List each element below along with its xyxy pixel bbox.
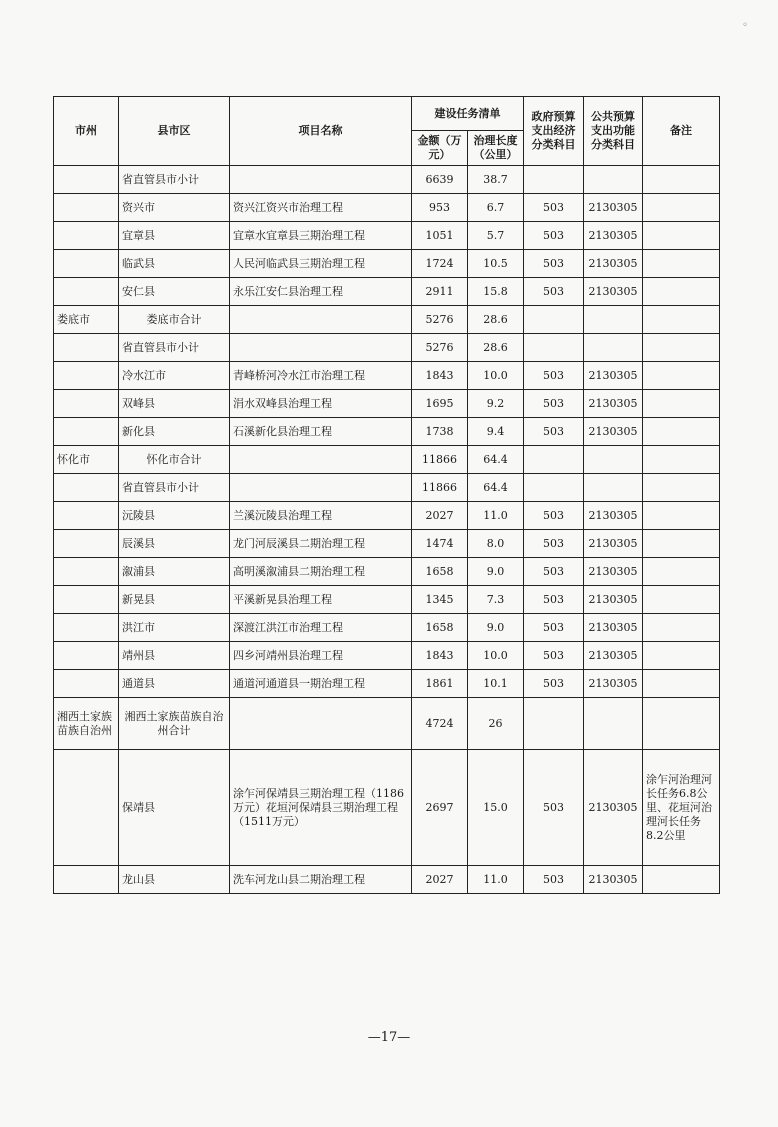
- table-row: [54, 474, 720, 502]
- cell-city: [54, 278, 119, 306]
- cell-county: 龙山县: [119, 866, 230, 894]
- cell-length: 10.0: [468, 362, 524, 390]
- cell-length: 9.2: [468, 390, 524, 418]
- cell-county: 新晃县: [119, 586, 230, 614]
- cell-city: 娄底市: [54, 306, 119, 334]
- cell-remark: [643, 698, 720, 750]
- header-city: 市州: [54, 97, 119, 166]
- cell-amount: 1861: [412, 670, 468, 698]
- cell-county: 安仁县: [119, 278, 230, 306]
- cell-pub: [584, 334, 643, 362]
- cell-gov: 503: [524, 222, 584, 250]
- cell-county: 怀化市合计: [119, 446, 230, 474]
- cell-amount: 1843: [412, 362, 468, 390]
- cell-gov: 503: [524, 278, 584, 306]
- cell-city: [54, 558, 119, 586]
- cell-remark: [643, 278, 720, 306]
- cell-county: 临武县: [119, 250, 230, 278]
- cell-city: 怀化市: [54, 446, 119, 474]
- table-row: [54, 222, 720, 250]
- cell-project: 高明溪溆浦县二期治理工程: [230, 558, 412, 586]
- cell-project: 洗车河龙山县二期治理工程: [230, 866, 412, 894]
- cell-project: [230, 306, 412, 334]
- cell-length: 10.0: [468, 642, 524, 670]
- page-number: —17—: [367, 1030, 411, 1045]
- cell-pub: 2130305: [584, 418, 643, 446]
- cell-county: 靖州县: [119, 642, 230, 670]
- cell-pub: 2130305: [584, 866, 643, 894]
- cell-pub: 2130305: [584, 390, 643, 418]
- cell-city: [54, 586, 119, 614]
- cell-county: 保靖县: [119, 750, 230, 866]
- cell-length: 9.0: [468, 558, 524, 586]
- cell-county: 新化县: [119, 418, 230, 446]
- cell-amount: 11866: [412, 446, 468, 474]
- cell-length: 28.6: [468, 306, 524, 334]
- cell-pub: 2130305: [584, 194, 643, 222]
- cell-county: 通道县: [119, 670, 230, 698]
- cell-project: 深渡江洪江市治理工程: [230, 614, 412, 642]
- table-row: [54, 446, 720, 474]
- cell-city: [54, 530, 119, 558]
- cell-city: [54, 866, 119, 894]
- cell-length: 26: [468, 698, 524, 750]
- cell-length: 10.1: [468, 670, 524, 698]
- cell-county: 辰溪县: [119, 530, 230, 558]
- table-row: [54, 866, 720, 894]
- cell-length: 64.4: [468, 446, 524, 474]
- cell-project: [230, 446, 412, 474]
- cell-remark: [643, 306, 720, 334]
- cell-pub: [584, 474, 643, 502]
- cell-amount: 1345: [412, 586, 468, 614]
- cell-length: 38.7: [468, 166, 524, 194]
- cell-project: 通道河通道县一期治理工程: [230, 670, 412, 698]
- cell-remark: [643, 362, 720, 390]
- cell-city: [54, 418, 119, 446]
- cell-gov: 503: [524, 750, 584, 866]
- cell-amount: 2027: [412, 866, 468, 894]
- cell-length: 11.0: [468, 502, 524, 530]
- cell-county: 宜章县: [119, 222, 230, 250]
- cell-remark: [643, 866, 720, 894]
- cell-amount: 11866: [412, 474, 468, 502]
- cell-length: 28.6: [468, 334, 524, 362]
- cell-pub: [584, 306, 643, 334]
- table-row: [54, 334, 720, 362]
- cell-city: [54, 362, 119, 390]
- cell-pub: [584, 698, 643, 750]
- cell-city: [54, 474, 119, 502]
- table-row: [54, 670, 720, 698]
- cell-length: 8.0: [468, 530, 524, 558]
- cell-city: [54, 502, 119, 530]
- cell-remark: [643, 446, 720, 474]
- cell-county: 溆浦县: [119, 558, 230, 586]
- cell-amount: 1724: [412, 250, 468, 278]
- header-amount: 金额（万元）: [412, 131, 468, 166]
- cell-city: [54, 642, 119, 670]
- cell-project: 涂乍河保靖县三期治理工程（1186万元）花垣河保靖县三期治理工程（1511万元）: [230, 750, 412, 866]
- table-row: [54, 502, 720, 530]
- cell-pub: [584, 446, 643, 474]
- cell-gov: 503: [524, 558, 584, 586]
- cell-remark: [643, 530, 720, 558]
- cell-project: 兰溪沅陵县治理工程: [230, 502, 412, 530]
- cell-pub: 2130305: [584, 586, 643, 614]
- cell-project: 青峰桥河冷水江市治理工程: [230, 362, 412, 390]
- scan-mark: ◦: [742, 20, 748, 31]
- table-row: [54, 558, 720, 586]
- cell-gov: 503: [524, 670, 584, 698]
- cell-amount: 5276: [412, 334, 468, 362]
- cell-city: [54, 334, 119, 362]
- cell-project: 石溪新化县治理工程: [230, 418, 412, 446]
- cell-project: [230, 474, 412, 502]
- cell-gov: 503: [524, 586, 584, 614]
- cell-county: 双峰县: [119, 390, 230, 418]
- table-row: [54, 194, 720, 222]
- cell-amount: 1474: [412, 530, 468, 558]
- cell-county: 省直管县市小计: [119, 474, 230, 502]
- cell-city: [54, 750, 119, 866]
- cell-project: [230, 334, 412, 362]
- cell-city: [54, 390, 119, 418]
- header-project: 项目名称: [230, 97, 412, 166]
- cell-county: 省直管县市小计: [119, 334, 230, 362]
- cell-length: 15.0: [468, 750, 524, 866]
- cell-gov: 503: [524, 866, 584, 894]
- table-row: [54, 698, 720, 750]
- cell-county: 冷水江市: [119, 362, 230, 390]
- cell-remark: 涂乍河治理河长任务6.8公里、花垣河治理河长任务8.2公里: [643, 750, 720, 866]
- table-row: [54, 642, 720, 670]
- cell-gov: 503: [524, 642, 584, 670]
- table-row: [54, 614, 720, 642]
- cell-gov: [524, 334, 584, 362]
- cell-amount: 1658: [412, 558, 468, 586]
- cell-project: 永乐江安仁县治理工程: [230, 278, 412, 306]
- cell-city: 湘西土家族苗族自治州: [54, 698, 119, 750]
- cell-remark: [643, 558, 720, 586]
- cell-length: 15.8: [468, 278, 524, 306]
- cell-gov: 503: [524, 362, 584, 390]
- table-row: [54, 418, 720, 446]
- cell-gov: 503: [524, 614, 584, 642]
- table-row: [54, 750, 720, 866]
- cell-gov: [524, 698, 584, 750]
- cell-pub: 2130305: [584, 642, 643, 670]
- cell-gov: [524, 166, 584, 194]
- cell-length: 9.0: [468, 614, 524, 642]
- cell-project: 资兴江资兴市治理工程: [230, 194, 412, 222]
- cell-remark: [643, 194, 720, 222]
- table-row: [54, 166, 720, 194]
- cell-amount: 6639: [412, 166, 468, 194]
- cell-amount: 1738: [412, 418, 468, 446]
- cell-gov: [524, 474, 584, 502]
- cell-pub: 2130305: [584, 250, 643, 278]
- table-row: [54, 362, 720, 390]
- cell-length: 11.0: [468, 866, 524, 894]
- cell-amount: 2697: [412, 750, 468, 866]
- cell-gov: 503: [524, 194, 584, 222]
- cell-amount: 5276: [412, 306, 468, 334]
- cell-length: 6.7: [468, 194, 524, 222]
- cell-remark: [643, 670, 720, 698]
- cell-length: 7.3: [468, 586, 524, 614]
- cell-length: 5.7: [468, 222, 524, 250]
- cell-project: 平溪新晃县治理工程: [230, 586, 412, 614]
- header-task-list: 建设任务清单: [412, 97, 524, 131]
- cell-county: 湘西土家族苗族自治州合计: [119, 698, 230, 750]
- cell-amount: 1695: [412, 390, 468, 418]
- cell-amount: 1051: [412, 222, 468, 250]
- cell-city: [54, 166, 119, 194]
- cell-city: [54, 250, 119, 278]
- cell-project: [230, 166, 412, 194]
- cell-pub: 2130305: [584, 670, 643, 698]
- cell-project: 宜章水宜章县三期治理工程: [230, 222, 412, 250]
- cell-gov: [524, 306, 584, 334]
- cell-amount: 4724: [412, 698, 468, 750]
- cell-remark: [643, 586, 720, 614]
- cell-gov: [524, 446, 584, 474]
- budget-table: [53, 96, 720, 894]
- cell-amount: 953: [412, 194, 468, 222]
- cell-pub: 2130305: [584, 530, 643, 558]
- cell-remark: [643, 418, 720, 446]
- cell-remark: [643, 502, 720, 530]
- cell-gov: 503: [524, 502, 584, 530]
- cell-gov: 503: [524, 530, 584, 558]
- cell-pub: 2130305: [584, 558, 643, 586]
- cell-county: 沅陵县: [119, 502, 230, 530]
- cell-length: 64.4: [468, 474, 524, 502]
- cell-pub: 2130305: [584, 222, 643, 250]
- cell-city: [54, 670, 119, 698]
- cell-remark: [643, 642, 720, 670]
- cell-amount: 2911: [412, 278, 468, 306]
- cell-city: [54, 194, 119, 222]
- cell-city: [54, 614, 119, 642]
- cell-amount: 2027: [412, 502, 468, 530]
- cell-remark: [643, 614, 720, 642]
- header-public-budget: 公共预算支出功能分类科目: [584, 97, 643, 166]
- cell-project: 涓水双峰县治理工程: [230, 390, 412, 418]
- cell-gov: 503: [524, 390, 584, 418]
- cell-pub: 2130305: [584, 750, 643, 866]
- table-row: [54, 278, 720, 306]
- cell-remark: [643, 166, 720, 194]
- cell-project: 人民河临武县三期治理工程: [230, 250, 412, 278]
- cell-remark: [643, 334, 720, 362]
- cell-remark: [643, 390, 720, 418]
- cell-gov: 503: [524, 250, 584, 278]
- cell-amount: 1658: [412, 614, 468, 642]
- cell-project: 龙门河辰溪县二期治理工程: [230, 530, 412, 558]
- cell-length: 10.5: [468, 250, 524, 278]
- header-remark: 备注: [643, 97, 720, 166]
- header-gov-budget: 政府预算支出经济分类科目: [524, 97, 584, 166]
- cell-city: [54, 222, 119, 250]
- cell-project: 四乡河靖州县治理工程: [230, 642, 412, 670]
- cell-amount: 1843: [412, 642, 468, 670]
- cell-pub: 2130305: [584, 614, 643, 642]
- table-row: [54, 530, 720, 558]
- cell-county: 资兴市: [119, 194, 230, 222]
- table-row: [54, 390, 720, 418]
- table-row: [54, 250, 720, 278]
- cell-pub: 2130305: [584, 502, 643, 530]
- table-row: [54, 586, 720, 614]
- cell-pub: 2130305: [584, 278, 643, 306]
- cell-remark: [643, 474, 720, 502]
- cell-county: 娄底市合计: [119, 306, 230, 334]
- header-length: 治理长度（公里）: [468, 131, 524, 166]
- cell-gov: 503: [524, 418, 584, 446]
- cell-remark: [643, 250, 720, 278]
- cell-remark: [643, 222, 720, 250]
- cell-county: 洪江市: [119, 614, 230, 642]
- cell-pub: [584, 166, 643, 194]
- cell-pub: 2130305: [584, 362, 643, 390]
- cell-county: 省直管县市小计: [119, 166, 230, 194]
- cell-project: [230, 698, 412, 750]
- cell-length: 9.4: [468, 418, 524, 446]
- header-county: 县市区: [119, 97, 230, 166]
- table-row: [54, 306, 720, 334]
